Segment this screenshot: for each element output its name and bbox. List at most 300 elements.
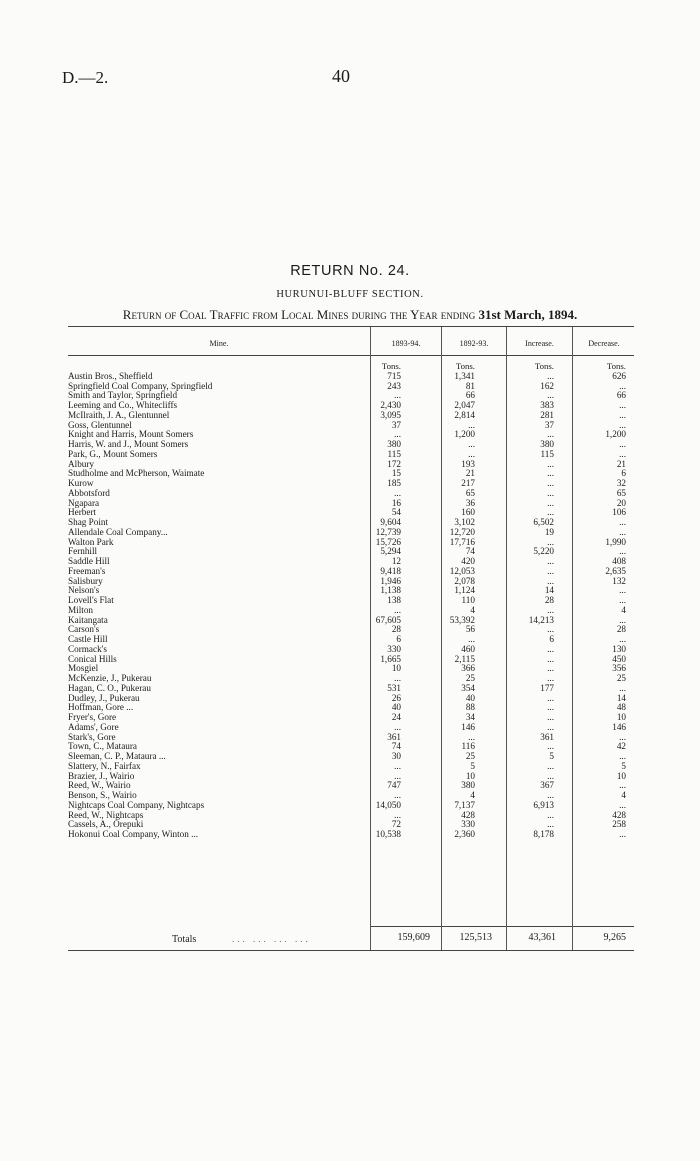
value-1892-93: 21: [465, 469, 475, 479]
table-row-mine: [68, 616, 368, 626]
value-increase: 6,913: [533, 800, 554, 810]
value-1893-94: 12,739: [375, 527, 401, 537]
table-row-mine: [68, 489, 368, 499]
totals-label: Totals: [172, 934, 197, 945]
value-1892-93: 25: [465, 752, 475, 761]
mine-name: Town, C., Mataura: [68, 742, 138, 752]
value-1893-94: 747: [387, 781, 401, 791]
mine-name: Castle Hill: [68, 635, 108, 644]
value-decrease: 25: [616, 674, 626, 683]
value-increase: ...: [547, 742, 554, 752]
mine-name: Reed, W., Wairio: [68, 781, 131, 791]
table-row-mine: [68, 391, 368, 401]
value-1892-93: 34: [465, 713, 475, 722]
value-decrease: ...: [619, 830, 626, 839]
mine-name: Leeming and Co., Whitecliffs: [68, 401, 178, 410]
value-decrease: 626: [612, 371, 626, 381]
unit-label: Tons.: [606, 362, 626, 371]
value-increase: ...: [547, 488, 554, 498]
value-1892-93: 3,102: [454, 518, 475, 527]
value-1893-94: 1,138: [380, 586, 401, 596]
mine-name: Sleeman, C. P., Mataura ...: [68, 752, 166, 761]
mine-name: Hoffman, Gore ...: [68, 703, 134, 713]
mine-name: Saddle Hill: [68, 557, 110, 566]
mine-name: Fernhill: [68, 547, 98, 557]
value-increase: ...: [547, 771, 554, 781]
column-divider-4: [572, 327, 573, 950]
value-decrease: 146: [612, 722, 626, 732]
value-1892-93: 146: [461, 722, 475, 732]
value-1893-94: 40: [391, 703, 401, 713]
value-decrease: 130: [612, 644, 626, 654]
value-1892-93: ...: [468, 420, 475, 430]
value-decrease: 48: [616, 703, 626, 713]
mine-name: Salisbury: [68, 576, 103, 586]
unit-label: Tons.: [455, 362, 475, 371]
value-1893-94: ...: [394, 791, 401, 800]
mine-name: Kaitangata: [68, 615, 108, 625]
value-increase: 37: [544, 420, 554, 430]
value-decrease: 14: [616, 693, 626, 703]
value-decrease: 408: [612, 557, 626, 566]
table-row-mine: [68, 567, 368, 577]
value-1892-93: 217: [461, 479, 475, 488]
value-1893-94: 54: [391, 508, 401, 518]
value-decrease: ...: [619, 401, 626, 410]
value-decrease: 2,635: [605, 566, 626, 576]
mine-name: Dudley, J., Pukerau: [68, 693, 140, 703]
value-1893-94: 37: [391, 420, 401, 430]
table-row-mine: [68, 820, 368, 830]
value-increase: ...: [547, 430, 554, 440]
value-1892-93: ...: [468, 449, 475, 459]
value-increase: ...: [547, 664, 554, 674]
mine-name: Nightcaps Coal Company, Nightcaps: [68, 800, 205, 810]
value-decrease: ...: [619, 596, 626, 605]
value-1892-93: 1,200: [454, 430, 475, 440]
table-row-mine: [68, 723, 368, 733]
table-row-mine: [68, 762, 368, 772]
mine-name: Knight and Harris, Mount Somers: [68, 430, 194, 440]
value-decrease: ...: [619, 635, 626, 644]
mine-name: Kurow: [68, 479, 94, 488]
value-1893-94: ...: [394, 771, 401, 781]
mine-name: Fryer's, Gore: [68, 713, 117, 722]
value-decrease: 66: [616, 391, 626, 401]
table-row-mine: [68, 528, 368, 538]
value-1893-94: ...: [394, 722, 401, 732]
value-decrease: 4: [621, 605, 626, 615]
value-increase: 28: [544, 596, 554, 605]
mine-name: Walton Park: [68, 537, 114, 547]
value-decrease: 10: [616, 713, 626, 722]
value-decrease: ...: [619, 449, 626, 459]
value-1893-94: 2,430: [380, 401, 401, 410]
value-1893-94: 715: [387, 371, 401, 381]
value-1893-94: 15: [391, 469, 401, 479]
value-1892-93: 65: [465, 488, 475, 498]
value-decrease: 356: [612, 664, 626, 674]
value-increase: 5: [549, 752, 554, 761]
table-row-mine: [68, 830, 368, 840]
value-decrease: ...: [619, 410, 626, 420]
value-increase: 367: [540, 781, 554, 791]
mine-name: Herbert: [68, 508, 97, 518]
value-increase: ...: [547, 674, 554, 683]
table-row-mine: [68, 713, 368, 723]
value-1893-94: 72: [391, 820, 401, 830]
value-1892-93: 74: [465, 547, 475, 557]
section-title: HURUNUI-BLUFF SECTION.: [276, 289, 424, 300]
mine-name: Lovell's Flat: [68, 596, 114, 605]
value-1892-93: 56: [465, 625, 475, 635]
value-decrease: ...: [619, 527, 626, 537]
value-1892-93: 380: [461, 781, 475, 791]
value-1893-94: ...: [394, 488, 401, 498]
units-row-spacer: [68, 362, 368, 372]
table-row-mine: [68, 460, 368, 470]
value-decrease: ...: [619, 732, 626, 742]
column-1892-93: [435, 362, 475, 840]
mine-name: Park, G., Mount Somers: [68, 449, 158, 459]
value-increase: 380: [540, 440, 554, 449]
table-row-mine: [68, 440, 368, 450]
value-1893-94: 67,605: [375, 615, 401, 625]
value-increase: ...: [547, 508, 554, 518]
value-increase: 115: [540, 449, 554, 459]
value-increase: 8,178: [533, 830, 554, 839]
value-increase: 19: [544, 527, 554, 537]
value-increase: 383: [540, 401, 554, 410]
value-increase: 177: [540, 683, 554, 693]
value-decrease: 428: [612, 810, 626, 820]
mine-name: Ngapara: [68, 498, 100, 508]
value-decrease: ...: [619, 518, 626, 527]
table-row-mine: [68, 742, 368, 752]
value-1892-93: 4: [470, 791, 475, 800]
value-1893-94: 16: [391, 498, 401, 508]
value-decrease: ...: [619, 781, 626, 791]
column-divider-3: [506, 327, 507, 950]
mine-name: Studholme and McPherson, Waimate: [68, 469, 205, 479]
value-increase: ...: [547, 459, 554, 469]
value-1892-93: 12,720: [449, 527, 475, 537]
table-row-mine: [68, 372, 368, 382]
value-1892-93: 2,115: [454, 654, 475, 664]
value-1893-94: 15,726: [375, 537, 401, 547]
value-decrease: 132: [612, 576, 626, 586]
total-decrease: 9,265: [603, 932, 626, 943]
table-row-mine: [68, 508, 368, 518]
value-1893-94: ...: [394, 810, 401, 820]
table-row-mine: [68, 664, 368, 674]
value-1892-93: 81: [465, 381, 475, 391]
column-1893-94: [369, 362, 401, 840]
value-1892-93: 36: [465, 498, 475, 508]
page-number: 40: [332, 66, 350, 86]
totals-leader: ... ... ... ...: [232, 934, 311, 944]
table-row-mine: [68, 596, 368, 606]
value-1892-93: 116: [461, 742, 475, 752]
mine-name: Goss, Glentunnel: [68, 420, 132, 430]
value-decrease: 20: [616, 498, 626, 508]
value-1892-93: 110: [461, 596, 475, 605]
value-increase: ...: [547, 566, 554, 576]
value-increase: ...: [547, 391, 554, 401]
mine-name: Hagan, C. O., Pukerau: [68, 683, 151, 693]
value-decrease: 28: [616, 625, 626, 635]
value-increase: ...: [547, 479, 554, 488]
mine-name: Mosgiel: [68, 664, 99, 674]
mine-column: [68, 362, 368, 840]
table-row-mine: [68, 694, 368, 704]
value-1892-93: 2,047: [454, 401, 475, 410]
value-decrease: ...: [619, 381, 626, 391]
value-increase: ...: [547, 469, 554, 479]
value-1893-94: 3,095: [380, 410, 401, 420]
table-row-mine: [68, 450, 368, 460]
value-1892-93: 1,124: [454, 586, 475, 596]
table-row-mine: [68, 557, 368, 567]
value-1892-93: 160: [461, 508, 475, 518]
value-increase: ...: [547, 644, 554, 654]
value-increase: ...: [547, 654, 554, 664]
mine-name: Freeman's: [68, 566, 106, 576]
table-row-mine: [68, 577, 368, 587]
mine-name: Allendale Coal Company...: [68, 527, 168, 537]
value-decrease: 21: [616, 459, 626, 469]
value-increase: ...: [547, 703, 554, 713]
value-1892-93: 2,814: [454, 410, 475, 420]
value-decrease: 6: [621, 469, 626, 479]
mine-name: Milton: [68, 605, 94, 615]
table-row-mine: [68, 538, 368, 548]
value-decrease: 258: [612, 820, 626, 830]
table-row-mine: [68, 499, 368, 509]
value-1892-93: 17,716: [449, 537, 475, 547]
table-row-mine: [68, 625, 368, 635]
totals-top-rule: [370, 926, 634, 927]
value-1892-93: 420: [461, 557, 475, 566]
table-row-mine: [68, 791, 368, 801]
value-decrease: 106: [612, 508, 626, 518]
value-decrease: 1,990: [605, 537, 626, 547]
value-increase: ...: [547, 713, 554, 722]
value-1892-93: 25: [465, 674, 475, 683]
page-reference: D.—2.: [62, 68, 109, 87]
value-1893-94: ...: [394, 605, 401, 615]
value-1892-93: 428: [461, 810, 475, 820]
value-decrease: ...: [619, 800, 626, 810]
mine-name: Stark's, Gore: [68, 732, 116, 742]
value-1893-94: 10: [391, 664, 401, 674]
value-1892-93: 66: [465, 391, 475, 401]
value-1892-93: 4: [470, 605, 475, 615]
mine-name: McKenzie, J., Pukerau: [68, 674, 152, 683]
value-increase: ...: [547, 371, 554, 381]
value-1892-93: 1,341: [454, 371, 475, 381]
value-1893-94: 5,294: [380, 547, 401, 557]
value-1893-94: 380: [387, 440, 401, 449]
value-1893-94: 330: [387, 644, 401, 654]
value-increase: ...: [547, 722, 554, 732]
table-row-mine: [68, 752, 368, 762]
value-1893-94: 531: [387, 683, 401, 693]
mine-name: Brazier, J., Wairio: [68, 771, 135, 781]
value-increase: 162: [540, 381, 554, 391]
mine-name: Nelson's: [68, 586, 100, 596]
value-increase: ...: [547, 820, 554, 830]
value-increase: ...: [547, 761, 554, 771]
table-row-mine: [68, 635, 368, 645]
value-1893-94: 30: [391, 752, 401, 761]
value-1893-94: ...: [394, 761, 401, 771]
value-1893-94: 10,538: [375, 830, 401, 839]
table-row-mine: [68, 469, 368, 479]
value-increase: 5,220: [533, 547, 554, 557]
value-decrease: 32: [616, 479, 626, 488]
mine-name: Harris, W. and J., Mount Somers: [68, 440, 189, 449]
value-1893-94: 9,604: [380, 518, 401, 527]
value-decrease: ...: [619, 586, 626, 596]
mine-name: Austin Bros., Sheffield: [68, 371, 153, 381]
value-1892-93: ...: [468, 635, 475, 644]
value-1893-94: 12: [391, 557, 401, 566]
value-1892-93: 330: [461, 820, 475, 830]
unit-label: Tons.: [381, 362, 401, 371]
table-heading-text: Return of Coal Traffic from Local Mines during the Year ending: [122, 307, 476, 322]
value-1893-94: 1,946: [380, 576, 401, 586]
table-row-mine: [68, 772, 368, 782]
value-1893-94: 185: [387, 479, 401, 488]
table-row-mine: [68, 645, 368, 655]
value-increase: ...: [547, 605, 554, 615]
column-header-increase: Increase.: [525, 339, 554, 348]
value-increase: ...: [547, 810, 554, 820]
mine-name: Benson, S., Wairio: [68, 791, 137, 800]
mine-name: Cassels, A., Orepuki: [68, 820, 144, 830]
value-1893-94: ...: [394, 391, 401, 401]
value-decrease: ...: [619, 440, 626, 449]
value-1892-93: 354: [461, 683, 475, 693]
value-increase: ...: [547, 625, 554, 635]
table-row-mine: [68, 586, 368, 596]
value-1893-94: 6: [396, 635, 401, 644]
value-increase: 14: [544, 586, 554, 596]
mine-name: Conical Hills: [68, 654, 117, 664]
table-row-mine: [68, 674, 368, 684]
value-1893-94: 115: [387, 449, 401, 459]
total-increase: 43,361: [528, 932, 556, 943]
column-header-1893-94: 1893-94.: [391, 339, 421, 348]
mine-name: Adams', Gore: [68, 722, 119, 732]
value-1893-94: 9,418: [380, 566, 401, 576]
table-row-mine: [68, 684, 368, 694]
column-decrease: [580, 362, 626, 840]
table-header-rule: [68, 355, 634, 356]
value-1893-94: 26: [391, 693, 401, 703]
mine-name: Hokonui Coal Company, Winton ...: [68, 830, 199, 839]
unit-label: Tons.: [534, 362, 554, 371]
value-1893-94: 172: [387, 459, 401, 469]
table-row-mine: [68, 801, 368, 811]
value-1893-94: ...: [394, 430, 401, 440]
return-title: RETURN No. 24.: [290, 263, 410, 279]
value-increase: 281: [540, 410, 554, 420]
value-1892-93: 12,053: [449, 566, 475, 576]
table-row-mine: [68, 411, 368, 421]
value-decrease: 10: [616, 771, 626, 781]
value-1892-93: 7,137: [454, 800, 475, 810]
value-increase: ...: [547, 537, 554, 547]
value-decrease: ...: [619, 683, 626, 693]
value-1893-94: 243: [387, 381, 401, 391]
value-1892-93: 2,078: [454, 576, 475, 586]
value-1892-93: 460: [461, 644, 475, 654]
mine-name: Cormack's: [68, 644, 107, 654]
value-increase: 14,213: [528, 615, 554, 625]
column-header-mine: Mine.: [209, 339, 229, 348]
value-1892-93: 40: [465, 693, 475, 703]
value-1893-94: 28: [391, 625, 401, 635]
value-decrease: ...: [619, 615, 626, 625]
value-1892-93: 5: [470, 761, 475, 771]
value-1893-94: 74: [391, 742, 401, 752]
value-1893-94: ...: [394, 674, 401, 683]
value-decrease: 450: [612, 654, 626, 664]
value-decrease: 5: [621, 761, 626, 771]
value-decrease: ...: [619, 752, 626, 761]
mine-name: Reed, W., Nightcaps: [68, 810, 144, 820]
value-increase: ...: [547, 791, 554, 800]
value-decrease: 1,200: [605, 430, 626, 440]
table-heading: [0, 307, 700, 323]
value-decrease: 65: [616, 488, 626, 498]
value-1892-93: 53,392: [449, 615, 475, 625]
value-increase: 6,502: [533, 518, 554, 527]
value-increase: ...: [547, 498, 554, 508]
value-1893-94: 361: [387, 732, 401, 742]
value-decrease: 42: [616, 742, 626, 752]
table-row-mine: [68, 421, 368, 431]
mine-name: McIlraith, J. A., Glentunnel: [68, 410, 170, 420]
table-row-mine: [68, 547, 368, 557]
value-decrease: ...: [619, 420, 626, 430]
column-header-1892-93: 1892-93.: [459, 339, 489, 348]
mine-name: Albury: [68, 459, 95, 469]
value-1892-93: ...: [468, 440, 475, 449]
table-top-rule: [68, 326, 634, 327]
value-increase: ...: [547, 693, 554, 703]
column-header-decrease: Decrease.: [588, 339, 620, 348]
value-increase: 361: [540, 732, 554, 742]
value-1892-93: 88: [465, 703, 475, 713]
value-1893-94: 24: [391, 713, 401, 722]
value-1892-93: 2,360: [454, 830, 475, 839]
total-1892-93: 125,513: [459, 932, 492, 943]
value-1892-93: 366: [461, 664, 475, 674]
table-row-mine: [68, 382, 368, 392]
table-row-mine: [68, 655, 368, 665]
value-decrease: ...: [619, 547, 626, 557]
table-bottom-rule: [68, 950, 634, 951]
table-heading-date: 31st March, 1894.: [478, 307, 578, 322]
mine-name: Smith and Taylor, Springfield: [68, 391, 178, 401]
total-1893-94: 159,609: [397, 932, 430, 943]
mine-name: Slattery, N., Fairfax: [68, 761, 141, 771]
table-row-mine: [68, 703, 368, 713]
table-row-mine: [68, 401, 368, 411]
